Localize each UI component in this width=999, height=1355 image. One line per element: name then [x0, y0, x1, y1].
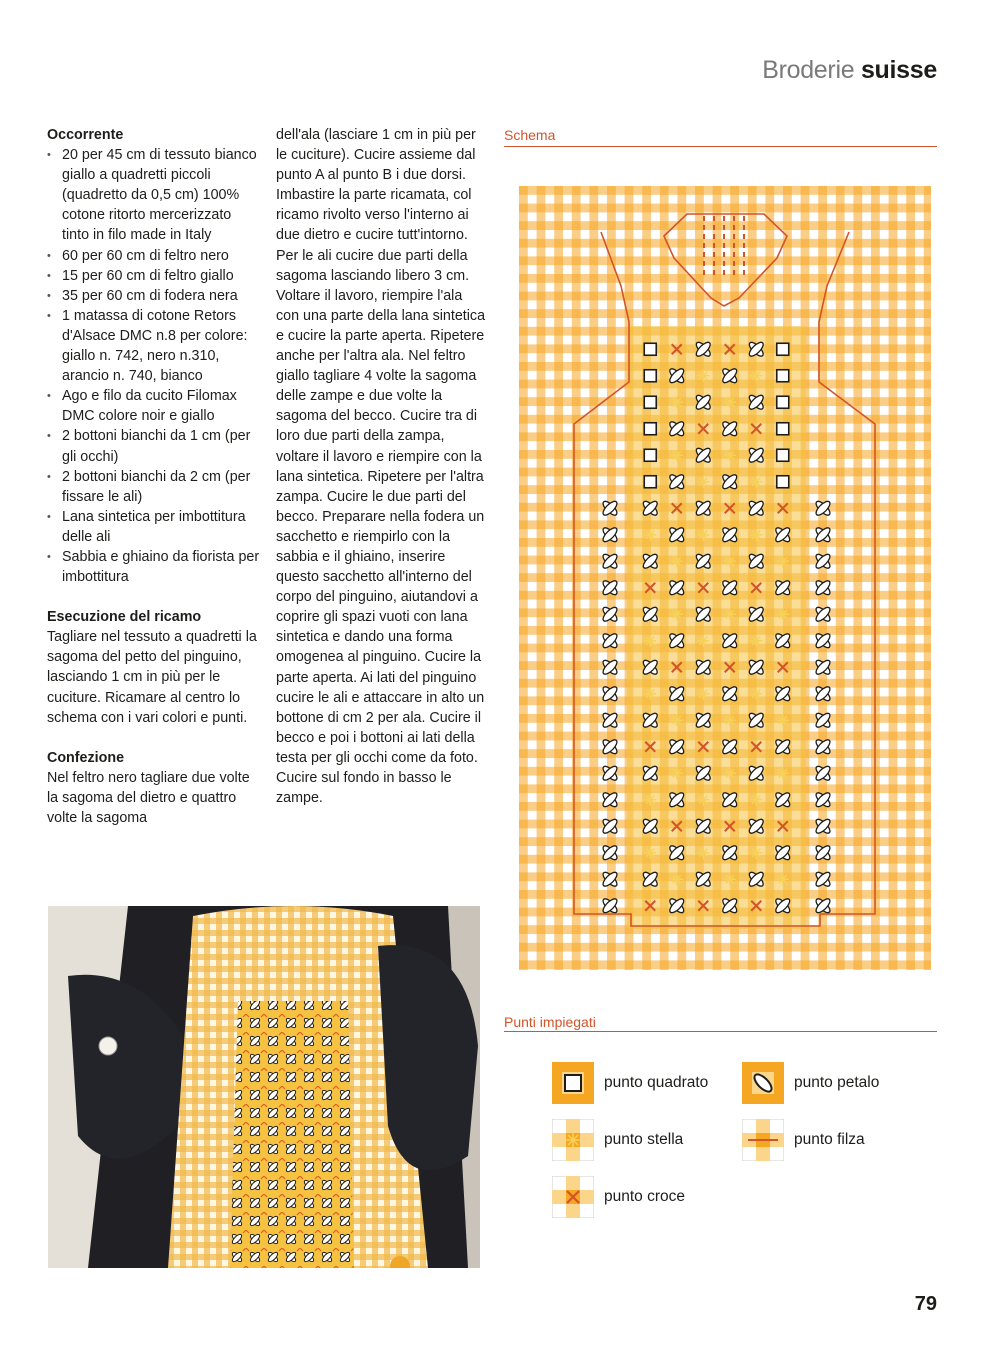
material-item: • 15 per 60 cm di feltro giallo [47, 266, 262, 286]
legend-label: punto stella [604, 1131, 684, 1148]
materials-list [47, 145, 262, 587]
legend-label: punto petalo [794, 1074, 880, 1091]
legend-punto-croce [552, 1176, 685, 1218]
embroidery-schema [519, 186, 931, 970]
punti-rule [504, 1031, 937, 1032]
confezione-text: Nel feltro nero tagliare due volte la sagoma del dietro e quattro volte la sagoma [47, 769, 250, 826]
punto-stella-icon [552, 1119, 594, 1161]
legend-label: punto quadrato [604, 1074, 709, 1091]
instructions-column-2 [276, 125, 486, 808]
occorrente-title: Occorrente [47, 127, 124, 143]
header-light: Broderie [762, 56, 861, 84]
punto-petalo-icon [742, 1062, 784, 1104]
esecuzione-title: Esecuzione del ricamo [47, 609, 202, 626]
instructions-column-1 [47, 125, 262, 828]
material-item: • Sabbia e ghiaino da fiorista per imbottitura [47, 547, 262, 587]
punto-filza-icon [742, 1119, 784, 1161]
punti-label: Punti impiegati [504, 1014, 596, 1030]
material-item: • 2 bottoni bianchi da 2 cm (per fissare le ali) [47, 467, 262, 507]
legend-punto-filza [742, 1119, 865, 1161]
legend-punto-quadrato [552, 1062, 708, 1104]
legend-label: punto croce [604, 1188, 685, 1205]
material-item: • Ago e filo da cucito Filomax DMC colore noir e giallo [47, 386, 262, 426]
confezione-title: Confezione [47, 749, 125, 766]
material-item: • 20 per 45 cm di tessuto bianco giallo a quadretti piccoli (quadretto da 0,5 cm) 100% cotone ritorto mercerizzato tinto in filo made in Italy [47, 145, 262, 245]
esecuzione-text: Tagliare nel tessuto a quadretti la sagoma del petto del pinguino, lasciando 1 cm in più per le cuciture. Ricamare al centro lo schema con i vari colori e punti. [47, 629, 257, 726]
schema-rule [504, 146, 937, 147]
schema-label: Schema [504, 127, 556, 143]
material-item: • 35 per 60 cm di fodera nera [47, 286, 262, 306]
page-header [762, 56, 937, 85]
punto-quadrato-icon [552, 1062, 594, 1104]
material-item: • 2 bottoni bianchi da 1 cm (per gli occhi) [47, 426, 262, 466]
header-bold: suisse [860, 56, 937, 84]
punto-croce-icon [552, 1176, 594, 1218]
legend-punto-petalo [742, 1062, 879, 1104]
legend-punto-stella [552, 1119, 683, 1161]
confezione-continued-text: dell'ala (lasciare 1 cm in più per le cuciture). Cucire assieme dal punto A al punto B i due dorsi. Imbastire la parte ricamata, col ricamo rivolto verso l'interno ai due dietro e cucire tutt'intorno. Per le ali cucire due parti della sagoma lasciando libero 3 cm. Voltare il lavoro, riempire l'ala con una parte della lana sintetica e cucire la parte aperta. Ripetere anche per l'altra ala. Nel feltro giallo tagliare 4 volte la sagoma delle zampe e due volte la sagoma del becco. Cucire tra di loro due parti della zampa, voltare il lavoro e riempire con la lana sintetica. Ripetere per l'altra zampa. Cucire le due parti del becco. Preparare nella fodera un sacchetto e riempirlo con la sabbia e il ghiaino, inserire questo sacchetto all'interno del corpo del pinguino, aiutandovi a coprire gli spazi vuoti con lana sintetica e dando una forma omogenea al pinguino. Cucire la parte aperta. Ai lati del pinguino cucire le ali e attaccare in alto un bottone di cm 2 per ala. Cucire il becco e poi i bottoni ai lati della testa per gli occhi come da foto. Cucire sul fondo in basso le zampe. [276, 127, 486, 807]
material-item: • 1 matassa di cotone Retors d'Alsace DMC n.8 per colore: giallo n. 742, nero n.310, arancio n. 740, bianco [47, 306, 262, 386]
penguin-photo [48, 906, 480, 1268]
material-item: • Lana sintetica per imbottitura delle ali [47, 507, 262, 547]
material-item: • 60 per 60 cm di feltro nero [47, 246, 262, 266]
page-number: 79 [914, 1293, 937, 1315]
legend-label: punto filza [794, 1131, 865, 1148]
